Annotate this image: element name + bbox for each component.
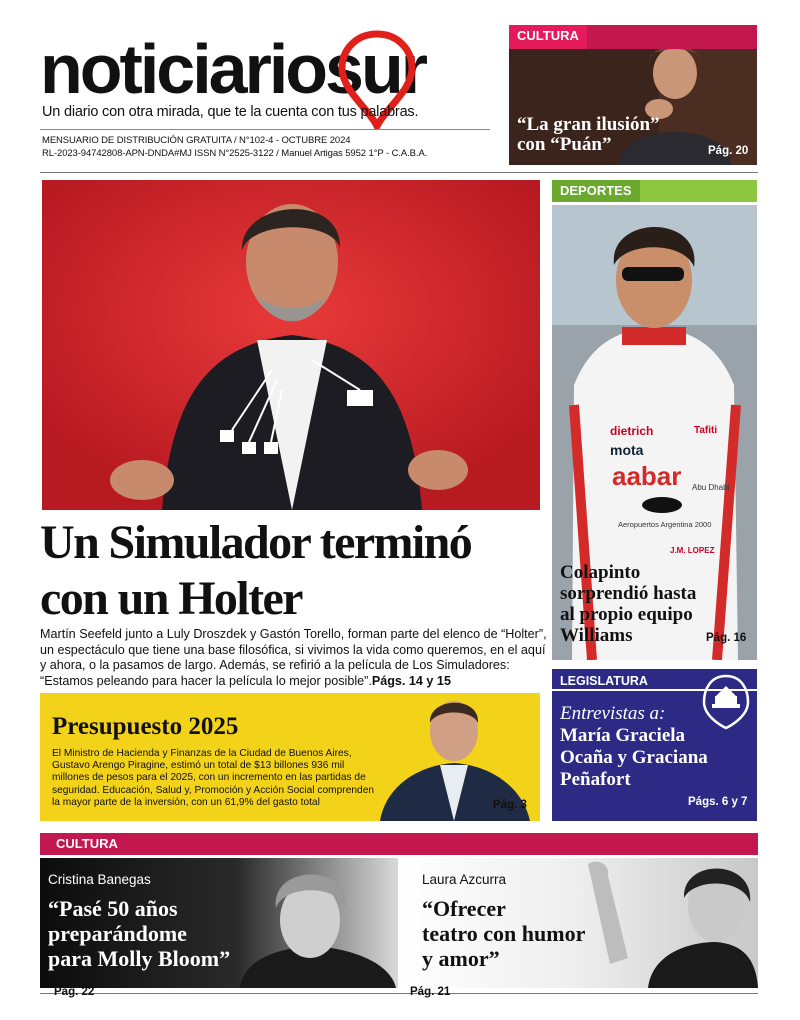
quote-line: “Pasé 50 años bbox=[48, 896, 178, 921]
main-story-photo[interactable] bbox=[42, 180, 540, 510]
quote-line: y amor” bbox=[422, 946, 500, 971]
quote-line: con “Puán” bbox=[517, 134, 612, 155]
section-tag-sports[interactable]: DEPORTES bbox=[552, 180, 640, 202]
headline-line: Colapinto bbox=[560, 562, 641, 583]
suit-name-tag: J.M. LOPEZ bbox=[670, 546, 715, 555]
publication-info: MENSUARIO DE DISTRIBUCIÓN GRATUITA / N°102-4 - OCTUBRE 2024 bbox=[42, 135, 351, 146]
author-name: Laura Azcurra bbox=[422, 872, 507, 887]
page-reference: Págs. 6 y 7 bbox=[688, 796, 748, 808]
logo-text-2: ur bbox=[360, 30, 425, 108]
author-name: Cristina Banegas bbox=[48, 872, 151, 887]
culture-quote-right bbox=[422, 896, 585, 971]
top-culture-teaser[interactable] bbox=[509, 25, 757, 165]
section-tag-legislatura[interactable]: LEGISLATURA bbox=[560, 674, 648, 688]
names-line: María Graciela bbox=[560, 725, 686, 746]
legislatura-intro: Entrevistas a: bbox=[560, 703, 666, 724]
legislatura-teaser[interactable] bbox=[552, 669, 757, 821]
lede-text: Martín Seefeld junto a Luly Droszdek y Gastón Torello, forman parte del elenco de “Holter”, un espectáculo que tiene una base filosófica, si vivimos la vida como queremos, en el aquí y ahora, o la pasamos de largo. Además, se refirió a la película de Los Simuladores: “Estamos peleando para hacer la película lo mejor posible”. bbox=[40, 627, 547, 688]
registration-info: RL-2023-94742808-APN-DNDA#MJ ISSN N°2525-3122 / Manuel Artigas 5952 1°P - C.A.B.A. bbox=[42, 148, 428, 159]
page-reference-right: Pág. 21 bbox=[410, 986, 451, 998]
budget-teaser[interactable] bbox=[40, 693, 540, 821]
page-reference: Págs. 14 y 15 bbox=[371, 673, 451, 688]
bottom-culture-bar bbox=[40, 833, 758, 855]
suit-logo-aabar: aabar bbox=[612, 461, 682, 491]
section-tag-culture-bottom[interactable]: CULTURA bbox=[48, 833, 126, 855]
quote-line: “La gran ilusión” bbox=[517, 114, 660, 135]
suit-logo-mota: mota bbox=[610, 442, 644, 458]
main-headline[interactable] bbox=[40, 515, 550, 627]
masthead bbox=[40, 22, 490, 172]
legislatura-names bbox=[560, 725, 750, 791]
budget-body: El Ministro de Hacienda y Finanzas de la Ciudad de Buenos Aires, Gustavo Arengo Piragine, estimó un total de $13 billones 936 mil millones de pesos para el 2025, con un incremento en las partidas de seguridad. Educación, Salud y, Promoción y Acción Social comprenden la mayor parte de la inversión, con un 61,9% del gasto total bbox=[52, 748, 375, 808]
page-reference: Pág. 20 bbox=[708, 145, 749, 157]
page-reference: Pág. 16 bbox=[706, 632, 747, 644]
legislature-emblem-icon bbox=[702, 674, 750, 730]
suit-logo-tafiti: Tafiti bbox=[694, 425, 718, 436]
headline-line: sorprendió hasta bbox=[560, 583, 697, 604]
sports-tag-bar bbox=[552, 180, 757, 202]
headline-line: con un Holter bbox=[40, 572, 302, 625]
masthead-divider bbox=[40, 129, 490, 130]
culture-quote bbox=[517, 115, 660, 155]
headline-line: al propio equipo bbox=[560, 604, 693, 625]
budget-title: Presupuesto 2025 bbox=[52, 713, 239, 740]
logo-text-1: noticiario bbox=[40, 30, 326, 108]
quote-line: para Molly Bloom” bbox=[48, 946, 231, 971]
sports-teaser[interactable] bbox=[552, 205, 757, 660]
footer-divider bbox=[40, 993, 758, 994]
names-line: Peñafort bbox=[560, 769, 631, 790]
culture-teaser-right[interactable] bbox=[398, 858, 758, 988]
main-story-lede bbox=[40, 627, 550, 689]
culture-teaser-left[interactable] bbox=[40, 858, 398, 988]
culture-quote-left bbox=[48, 896, 230, 971]
header-divider bbox=[40, 172, 758, 173]
quote-line: “Ofrecer bbox=[422, 896, 506, 921]
page-reference: Pág. 3 bbox=[493, 799, 527, 811]
quote-line: preparándome bbox=[48, 921, 187, 946]
logo-text-s: s bbox=[325, 30, 361, 108]
sports-headline bbox=[560, 562, 696, 646]
section-tag-culture[interactable]: CULTURA bbox=[509, 25, 587, 49]
tagline: Un diario con otra mirada, que te la cuenta con tus palabras. bbox=[42, 104, 419, 120]
page-reference-left: Pág. 22 bbox=[54, 986, 95, 998]
actor-photo bbox=[42, 180, 540, 510]
headline-line: Un Simulador terminó bbox=[40, 516, 472, 569]
suit-logo-abudhabi: Abu Dhabi bbox=[692, 483, 730, 492]
names-line: Ocaña y Graciana bbox=[560, 747, 708, 768]
suit-logo-aa2000: Aeropuertos Argentina 2000 bbox=[618, 520, 712, 529]
suit-logo-dietrich: dietrich bbox=[610, 424, 654, 438]
quote-line: teatro con humor bbox=[422, 921, 586, 946]
headline-line: Williams bbox=[560, 625, 633, 646]
